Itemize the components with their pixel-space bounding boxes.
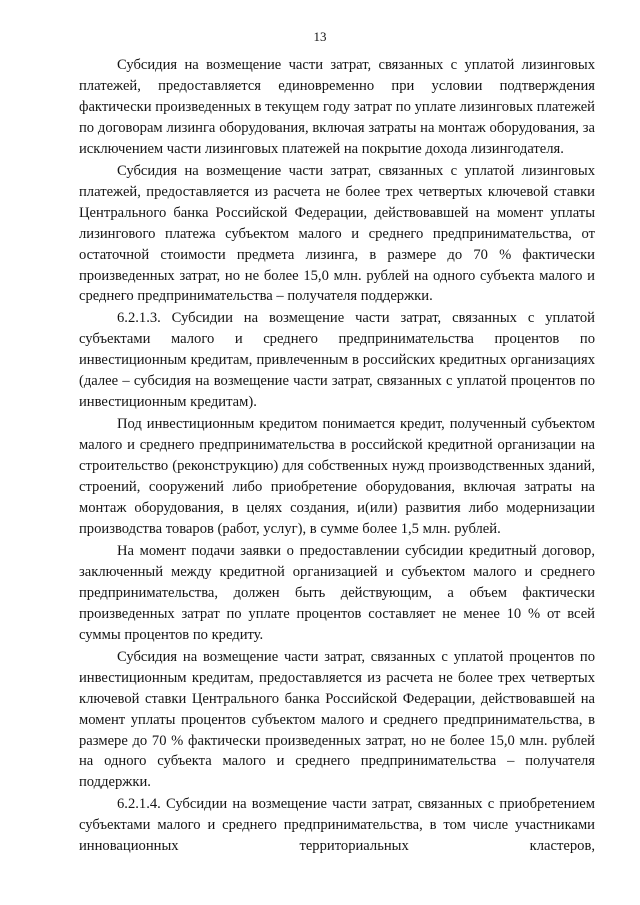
- document-body: [79, 55, 595, 858]
- paragraph-section-6-2-1-4: 6.2.1.4. Субсидии на возмещение части затрат, связанных с приобретением субъектами малого и среднего предпринимательства, в том числе участниками инновационных территориальных кластеров,: [79, 796, 595, 855]
- paragraph-interest-subsidy-rate: Субсидия на возмещение части затрат, связанных с уплатой процентов по инвестиционным кредитам, предоставляется из расчета не более трех четвертых ключевой ставки Центрального банка Российской Федерации, действовавшей на момент уплаты процентов субъектом малого и среднего предпринимательства, в размере до 70 % фактически произведенных затрат, но не более 15,0 млн. рублей на одного субъекта малого и среднего предпринимательства – получателя поддержки.: [79, 648, 595, 791]
- paragraph-leasing-lump-sum: Субсидия на возмещение части затрат, связанных с уплатой лизинговых платежей, предоставляется единовременно при условии подтверждения фактически произведенных в текущем году затрат по уплате лизинговых платежей по договорам лизинга оборудования, включая затраты на монтаж оборудования, за исключением части лизинговых платежей на покрытие дохода лизингодателя.: [79, 57, 595, 157]
- page-number: 13: [313, 29, 327, 44]
- paragraph-investment-credit-definition: Под инвестиционным кредитом понимается кредит, полученный субъектом малого и среднего предпринимательства в российской кредитной организации на строительство (реконструкцию) для собственных нужд производственных зданий, строений, сооружений либо приобретение оборудования, включая затраты на монтаж оборудования, в целях создания, и(или) развития либо модернизации производства товаров (работ, услуг), в сумме более 1,5 млн. рублей.: [79, 416, 595, 537]
- paragraph-credit-agreement-condition: На момент подачи заявки о предоставлении субсидии кредитный договор, заключенный между кредитной организацией и субъектом малого и среднего предпринимательства, должен быть действующим, а объем фактически произведенных затрат по уплате процентов составляет не менее 10 % от всей суммы процентов по кредиту.: [79, 542, 595, 643]
- paragraph-leasing-rate: Субсидия на возмещение части затрат, связанных с уплатой лизинговых платежей, предоставляется из расчета не более трех четвертых ключевой ставки Центрального банка Российской Федерации, действовавшей на момент уплаты лизингового платежа субъектом малого и среднего предпринимательства, от остаточной стоимости предмета лизинга, в размере до 70 % фактически произведенных затрат, но не более 15,0 млн. рублей на одного субъекта малого и среднего предпринимательства – получателя поддержки.: [79, 162, 595, 305]
- paragraph-section-6-2-1-3: 6.2.1.3. Субсидии на возмещение части затрат, связанных с уплатой субъектами малого и среднего предпринимательства процентов по инвестиционным кредитам, привлеченным в российских кредитных организациях (далее – субсидия на возмещение части затрат, связанных с уплатой процентов по инвестиционным кредитам).: [79, 310, 595, 411]
